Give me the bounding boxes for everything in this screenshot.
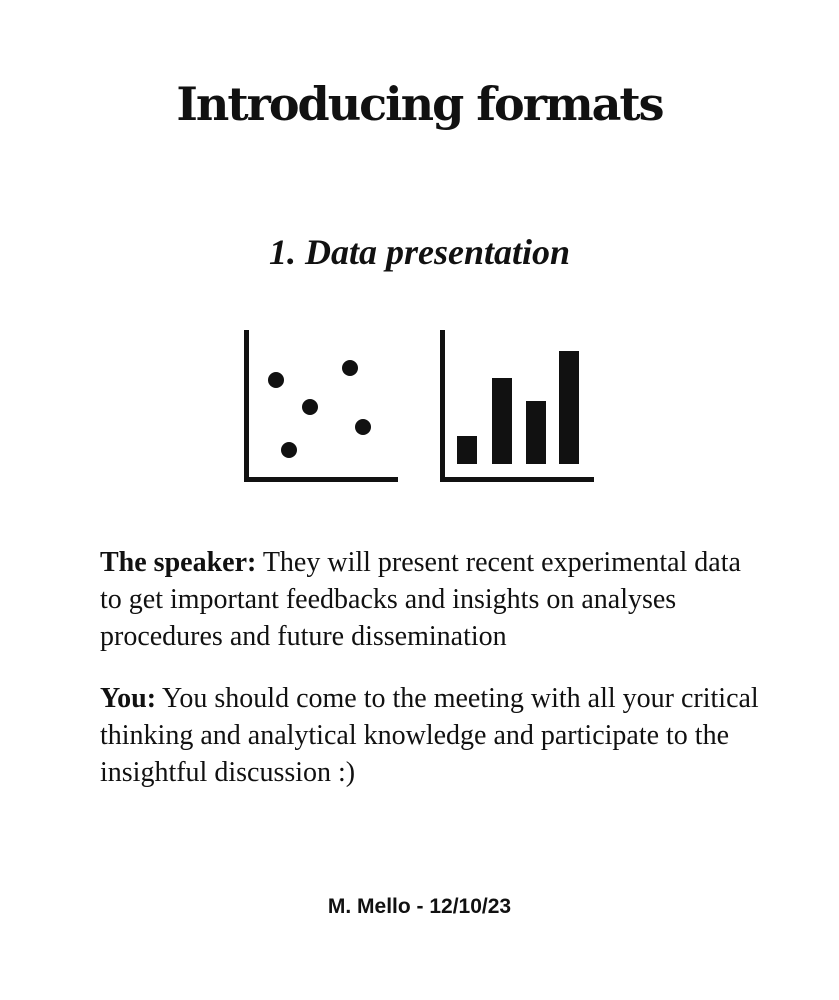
speaker-paragraph (100, 544, 760, 655)
speaker-label: The speaker: (100, 547, 257, 578)
bar-y-axis (440, 330, 445, 482)
bar-x-axis (440, 477, 594, 482)
author-date-footer: M. Mello - 12/10/23 (327, 895, 512, 918)
scatter-point (281, 442, 297, 458)
scatter-point (302, 399, 318, 415)
scatter-x-axis (244, 477, 398, 482)
scatter-plot-icon (244, 330, 400, 484)
bar-chart-icon (440, 330, 596, 484)
scatter-point (268, 372, 284, 388)
bar-mark (559, 351, 579, 464)
bar-mark (526, 401, 546, 464)
section-subtitle: 1. Data presentation (268, 232, 571, 272)
scatter-y-axis (244, 330, 249, 482)
speaker-text: They will present recent experimental data to get important feedbacks and insights on analyses procedures and future dissemination (100, 547, 741, 652)
you-label: You: (100, 683, 157, 714)
page-title: Introducing formats (176, 77, 663, 131)
you-text: You should come to the meeting with all your critical thinking and analytical knowledge and participate to the insightful discussion :) (100, 683, 759, 788)
scatter-point (355, 419, 371, 435)
bar-mark (457, 436, 477, 464)
bar-mark (492, 378, 512, 464)
you-paragraph (100, 680, 760, 791)
scatter-point (342, 360, 358, 376)
